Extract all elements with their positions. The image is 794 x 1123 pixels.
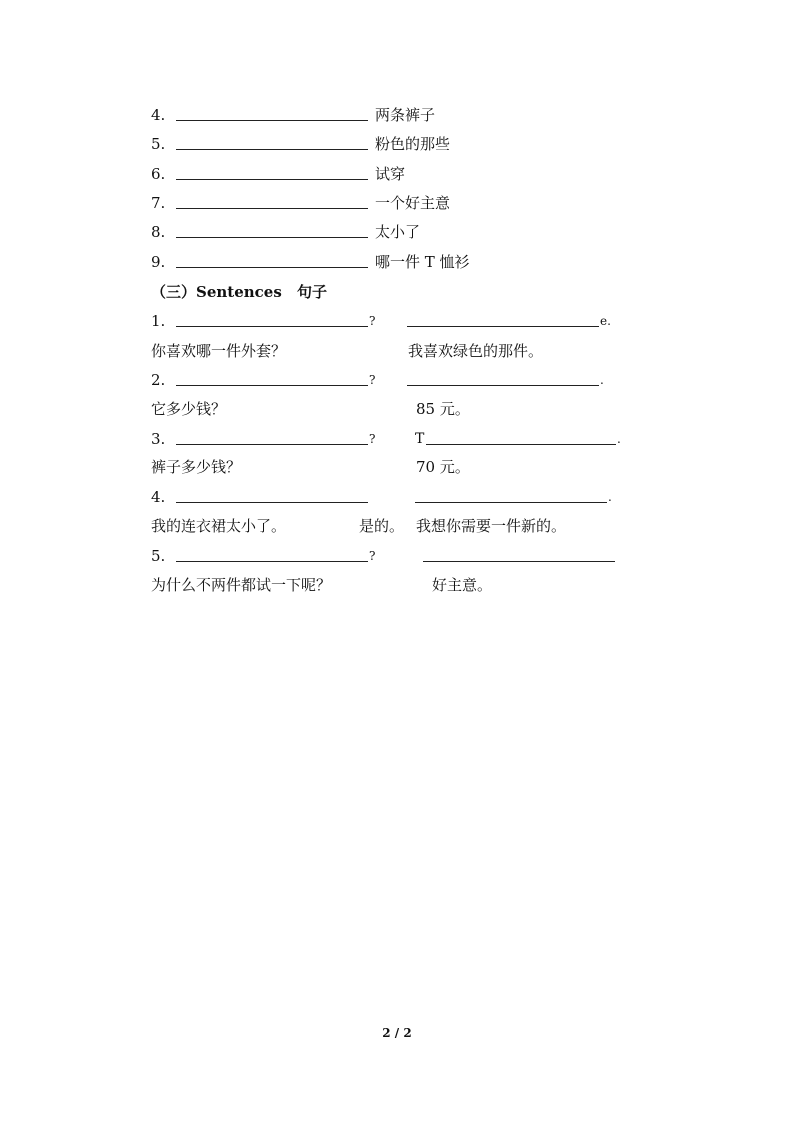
answer-blank[interactable] (176, 251, 368, 268)
answer-blank-right[interactable] (407, 310, 599, 327)
section-heading (151, 281, 327, 303)
answer-blank-left[interactable] (176, 369, 368, 386)
answer-blank-left[interactable] (176, 486, 368, 503)
chinese-prompt: 好主意。 (432, 576, 493, 594)
answer-blank[interactable] (176, 221, 368, 238)
answer-blank[interactable] (176, 133, 368, 150)
answer-blank-left[interactable] (176, 545, 368, 562)
chinese-prompt: 70 元。 (416, 458, 470, 476)
chinese-prompt: 我喜欢绿色的那件。 (408, 342, 544, 360)
chinese-prompt: 试穿 (375, 165, 406, 183)
end-punct: ? (369, 432, 376, 446)
item-number: 5. (151, 135, 166, 153)
answer-blank[interactable] (176, 163, 368, 180)
item-number: 4. (151, 106, 166, 124)
answer-blank-right[interactable] (407, 369, 599, 386)
page-number: 2 / 2 (382, 1026, 412, 1040)
item-number: 6. (151, 165, 166, 183)
sentence-prompt-row (151, 574, 631, 596)
end-punct: . (617, 432, 621, 446)
answer-blank-right[interactable] (426, 428, 616, 445)
chinese-prompt: 你喜欢哪一件外套？ (151, 342, 287, 360)
end-punct: . (600, 373, 604, 387)
section-label-cn: 句子 (297, 283, 328, 301)
chinese-prompt: 两条裤子 (375, 106, 436, 124)
sentence-prompt-row (151, 340, 631, 362)
section-label: （三）Sentences (151, 283, 282, 301)
chinese-prompt: 为什么不两件都试一下呢？ (151, 576, 332, 594)
answer-blank[interactable] (176, 192, 368, 209)
sentence-blank-row (151, 310, 631, 332)
end-punct: ? (369, 373, 376, 387)
item-number: 1. (151, 312, 166, 330)
sentence-blank-row (151, 545, 631, 567)
item-number: 2. (151, 371, 166, 389)
sentence-prompt-row (151, 398, 631, 420)
chinese-prompt: 我的连衣裙太小了。 (151, 517, 287, 535)
end-punct: e. (600, 314, 611, 328)
chinese-prompt: 它多少钱？ (151, 400, 227, 418)
item-number: 5. (151, 547, 166, 565)
chinese-prompt: 是的。 (359, 517, 405, 535)
chinese-prompt: 裤子多少钱？ (151, 458, 242, 476)
item-number: 9. (151, 253, 166, 271)
answer-blank-right[interactable] (423, 545, 615, 562)
item-number: 8. (151, 223, 166, 241)
end-punct: ? (369, 549, 376, 563)
chinese-prompt: 粉色的那些 (375, 135, 451, 153)
answer-blank-left[interactable] (176, 428, 368, 445)
chinese-prompt: 哪一件 T 恤衫 (375, 253, 470, 271)
chinese-prompt: 太小了 (375, 223, 421, 241)
chinese-prompt: 85 元。 (416, 400, 470, 418)
answer-blank-right[interactable] (415, 486, 607, 503)
end-punct: ? (369, 314, 376, 328)
sentence-blank-row (151, 369, 631, 391)
end-punct: . (608, 490, 612, 504)
answer-blank-left[interactable] (176, 310, 368, 327)
sentence-prompt-row (151, 515, 631, 537)
chinese-prompt: 一个好主意 (375, 194, 451, 212)
sentence-prompt-row (151, 456, 631, 478)
item-number: 4. (151, 488, 166, 506)
item-number: 7. (151, 194, 166, 212)
sentence-blank-row (151, 486, 631, 508)
chinese-prompt: 我想你需要一件新的。 (416, 517, 567, 535)
answer-blank[interactable] (176, 104, 368, 121)
item-number: 3. (151, 430, 166, 448)
sentence-blank-row (151, 428, 631, 450)
start-letter: T (415, 431, 425, 447)
